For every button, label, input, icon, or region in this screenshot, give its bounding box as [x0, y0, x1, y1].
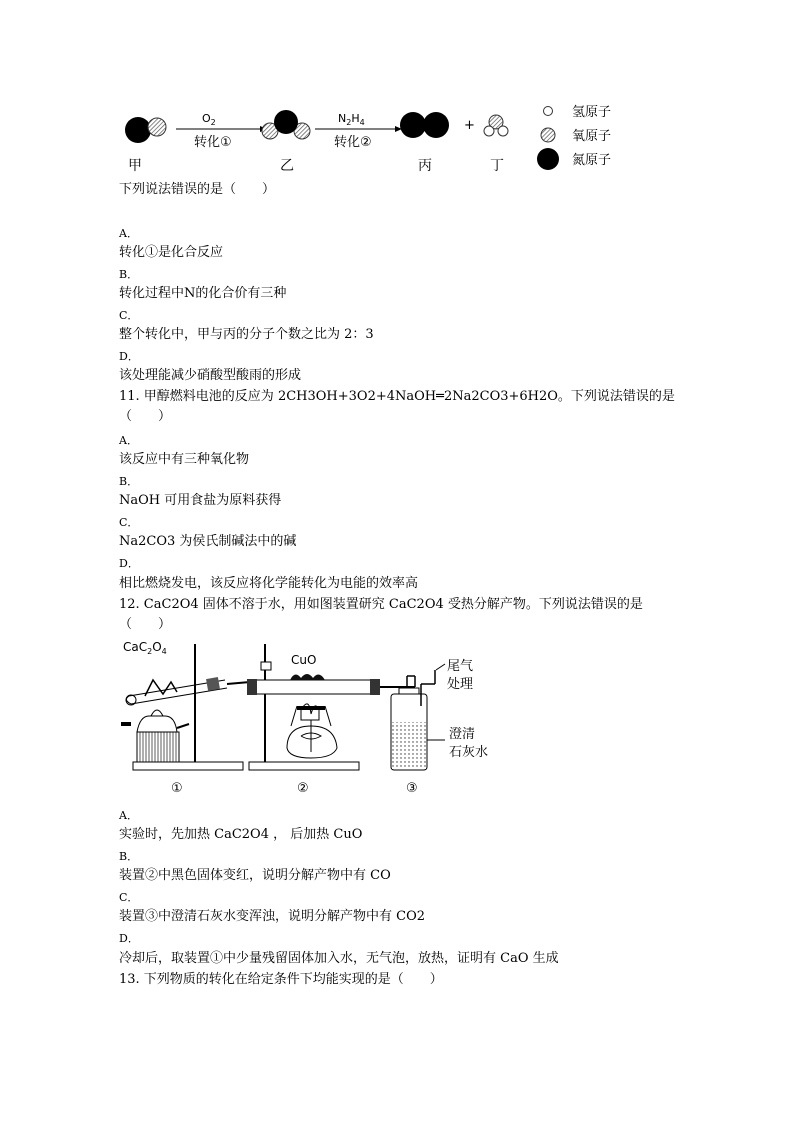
q11-option-b-text: NaOH 可用食盐为原料获得 — [119, 493, 282, 508]
q12-option-c-text: 装置③中澄清石灰水变浑浊，说明分解产物中有 CO2 — [119, 909, 426, 924]
apparatus-diagram — [115, 636, 495, 798]
svg-text:转化①: 转化① — [194, 135, 232, 150]
q12-option-b-letter: B． — [119, 850, 139, 863]
q11-option-c-letter: C． — [119, 516, 139, 529]
legend-nitrogen: 氮原子 — [572, 153, 612, 168]
q12-option-c-letter: C． — [119, 891, 139, 904]
q12-option-a-text: 实验时，先加热 CaC2O4 ， 后加热 CuO — [119, 827, 363, 842]
q11-stem: 11. 甲醇燃料电池的反应为 2CH3OH+3O2+4NaOH═2Na2CO3+6H2O。下列说法错误的是 — [119, 389, 675, 404]
q10-option-b-text: 转化过程中N的化合价有三种 — [119, 286, 287, 301]
apparatus-3 — [391, 664, 445, 770]
q12-stem: 12. CaC2O4 固体不溶于水，用如图装置研究 CaC2O4 受热分解产物。下列说法错误的是 — [119, 597, 643, 612]
q12-option-b-text: 装置②中黑色固体变红，说明分解产物中有 CO — [119, 868, 391, 883]
q11-option-d-letter: D． — [119, 557, 139, 570]
arrow-conversion-2 — [315, 112, 402, 150]
q11-option-d-text: 相比燃烧发电，该反应将化学能转化为电能的效率高 — [119, 576, 419, 591]
label-tail-gas-2: 处理 — [447, 677, 474, 692]
molecule-conversion-diagram — [110, 98, 630, 178]
q12-option-d-letter: D． — [119, 932, 139, 945]
label-ding: 丁 — [490, 158, 504, 174]
molecule-yi — [262, 110, 310, 139]
label-lime-water-1: 澄清 — [449, 727, 476, 742]
q10-option-d-letter: D． — [119, 350, 139, 363]
q10-option-d-text: 该处理能减少硝酸型酸雨的形成 — [119, 368, 302, 383]
svg-text:N2H4: $N_2H_4$ — [338, 112, 365, 127]
q12-stem-bracket: （ ） — [119, 617, 172, 632]
q11-stem-bracket: （ ） — [119, 409, 172, 424]
label-apparatus-2: ② — [297, 781, 309, 796]
label-cuo: CuO — [291, 653, 317, 667]
q11-option-a-text: 该反应中有三种氧化物 — [119, 452, 250, 467]
label-lime-water-2: 石灰水 — [449, 745, 489, 760]
svg-text:O2: $O_2$ — [202, 112, 216, 127]
plus-sign: + — [464, 118, 475, 133]
svg-text:转化②: 转化② — [334, 135, 372, 150]
q12-option-d-text: 冷却后，取装置①中少量残留固体加入水，无气泡，放热，证明有 CaO 生成 — [119, 951, 559, 966]
molecule-jia — [125, 117, 166, 143]
q11-option-b-letter: B． — [119, 475, 139, 488]
arrow-conversion-1 — [176, 112, 267, 150]
label-cac2o4: $CaC_2O_4$ — [123, 640, 167, 656]
label-yi: 乙 — [280, 158, 294, 174]
molecule-bing — [400, 112, 449, 138]
apparatus-1 — [121, 644, 250, 770]
legend-oxygen: 氧原子 — [572, 129, 612, 144]
label-apparatus-3: ③ — [406, 781, 418, 796]
apparatus-2 — [247, 644, 415, 770]
q10-option-a-letter: A． — [119, 227, 138, 240]
q13-stem: 13. 下列物质的转化在给定条件下均能实现的是（ ） — [119, 972, 443, 987]
label-bing: 丙 — [418, 158, 432, 174]
molecule-ding — [484, 115, 508, 136]
q10-option-a-text: 转化①是化合反应 — [119, 245, 224, 260]
q10-option-c-text: 整个转化中，甲与丙的分子个数之比为 2：3 — [119, 327, 374, 342]
q11-option-c-text: Na2CO3 为侯氏制碱法中的碱 — [119, 534, 297, 549]
legend — [537, 105, 611, 170]
q10-option-b-letter: B． — [119, 268, 139, 281]
q12-option-a-letter: A． — [119, 809, 138, 822]
label-apparatus-1: ① — [171, 781, 183, 796]
label-jia: 甲 — [128, 158, 142, 174]
label-tail-gas-1: 尾气 — [447, 659, 474, 674]
q10-option-c-letter: C． — [119, 309, 139, 322]
q10-stem: 下列说法错误的是（ ） — [119, 182, 276, 197]
legend-hydrogen: 氢原子 — [572, 105, 612, 120]
q11-option-a-letter: A． — [119, 434, 138, 447]
